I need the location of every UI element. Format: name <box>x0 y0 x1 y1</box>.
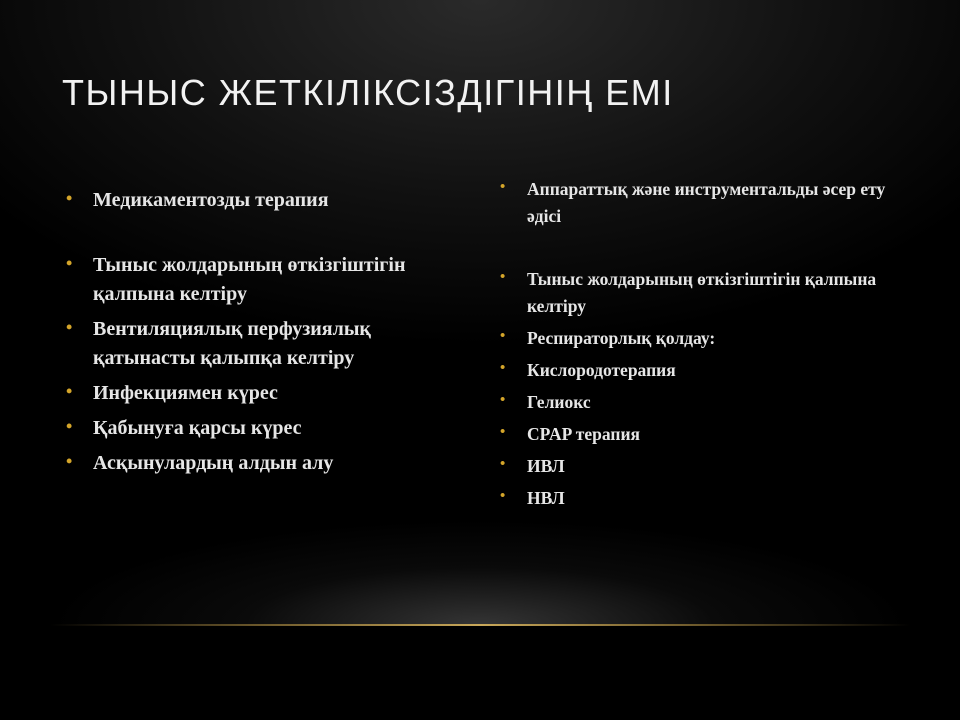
bullet-icon: • <box>500 488 506 504</box>
list-item-text: Қабынуға қарсы күрес <box>93 417 302 439</box>
list-item-text: Респираторлық қолдау: <box>527 328 716 348</box>
list-item-text: Инфекциямен күрес <box>93 382 278 404</box>
list-item-text: CPAP терапия <box>527 424 641 444</box>
list-item <box>500 485 900 512</box>
list-item <box>500 176 900 230</box>
bullet-icon: • <box>66 416 73 436</box>
list-item <box>500 266 900 320</box>
decorative-glow <box>50 520 910 625</box>
list-item-text: ИВЛ <box>527 456 565 476</box>
list-item <box>66 414 466 443</box>
list-item <box>66 449 466 478</box>
right-bullet-list <box>500 176 900 517</box>
list-item <box>500 421 900 448</box>
bullet-icon: • <box>66 381 73 401</box>
list-item <box>66 315 466 373</box>
list-item <box>500 357 900 384</box>
list-item <box>500 325 900 352</box>
list-item-text: НВЛ <box>527 488 565 508</box>
list-item <box>500 453 900 480</box>
left-bullet-list <box>66 186 466 484</box>
bullet-icon: • <box>66 451 73 471</box>
bullet-icon: • <box>66 317 73 337</box>
list-item-text: Гелиокс <box>527 392 591 412</box>
bullet-icon: • <box>500 328 506 344</box>
decorative-divider-line <box>50 624 910 626</box>
bullet-icon: • <box>500 179 506 195</box>
list-item <box>66 251 466 309</box>
list-item-text: Кислородотерапия <box>527 360 676 380</box>
bullet-icon: • <box>500 456 506 472</box>
slide-title: ТЫНЫС ЖЕТКІЛІКСІЗДІГІНІҢ ЕМІ <box>62 72 674 113</box>
bullet-icon: • <box>500 424 506 440</box>
bullet-icon: • <box>66 253 73 273</box>
bullet-icon: • <box>500 269 506 285</box>
bullet-icon: • <box>500 392 506 408</box>
list-item-text: Асқынулардың алдын алу <box>93 452 334 474</box>
bullet-icon: • <box>500 360 506 376</box>
list-item <box>66 379 466 408</box>
list-item-text: Тыныс жолдарының өткізгіштігін қалпына келтіру <box>527 269 877 316</box>
list-item-text: Вентиляциялық перфузиялық қатынасты қалыпқа келтіру <box>93 318 371 369</box>
list-item-text: Тыныс жолдарының өткізгіштігін қалпына келтіру <box>93 254 406 305</box>
list-item <box>66 186 466 215</box>
list-item <box>500 389 900 416</box>
list-item-text: Медикаментозды терапия <box>93 189 329 211</box>
bullet-icon: • <box>66 188 73 208</box>
list-item-text: Аппараттық және инструментальды әсер ету әдісі <box>527 179 886 226</box>
